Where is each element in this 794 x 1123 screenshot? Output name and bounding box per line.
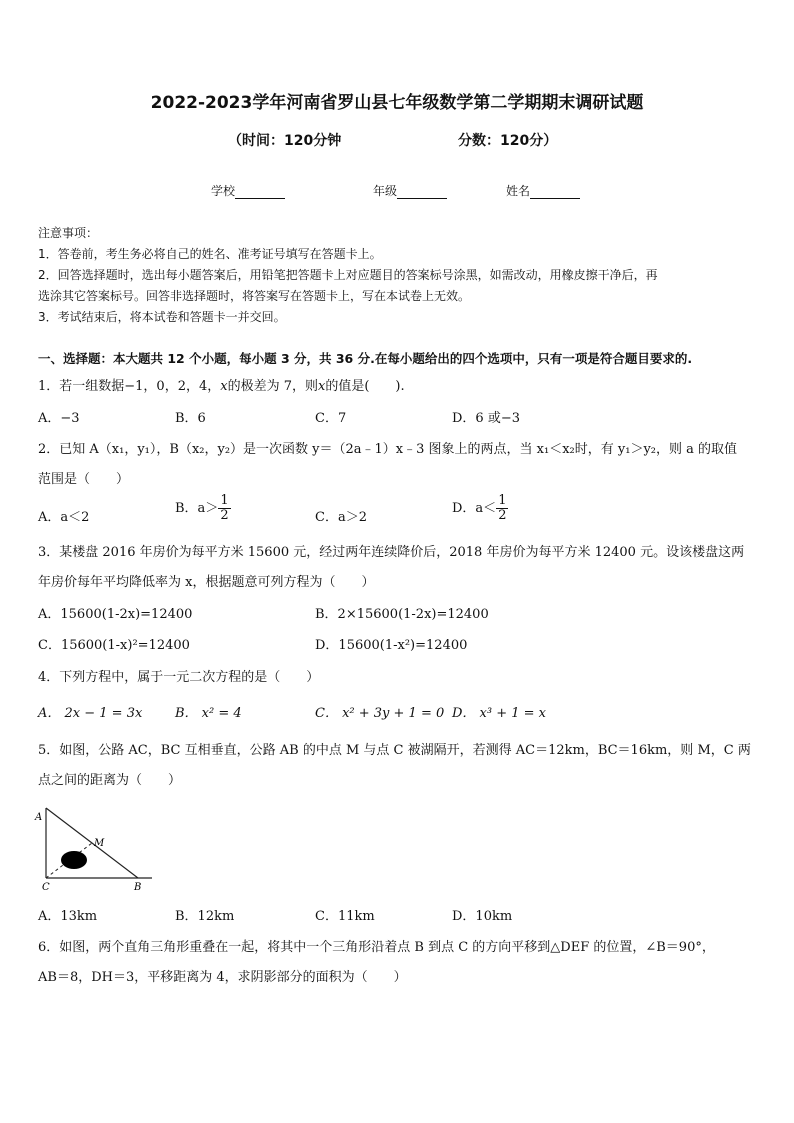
q1-option-a[interactable]: A．−3 bbox=[38, 411, 80, 426]
q2-option-d-prefix: D．a＜ bbox=[452, 501, 497, 516]
q4-option-d[interactable]: D． x³ + 1 = x bbox=[452, 706, 547, 721]
label-b: B bbox=[134, 882, 142, 893]
grade-field[interactable] bbox=[373, 182, 447, 199]
school-field[interactable] bbox=[211, 182, 285, 199]
q3-option-c[interactable]: C．15600(1-x)²=12400 bbox=[38, 638, 190, 653]
q3-option-b[interactable]: B．2×15600(1-2x)=12400 bbox=[315, 607, 489, 622]
fraction-denominator: 2 bbox=[220, 508, 229, 523]
q2-stem-line1: 2．已知 A（x₁，y₁），B（x₂，y₂）是一次函数 y＝（2a﹣1）x﹣3 图象上的两点，当 x₁＜x₂时，有 y₁＞y₂，则 a 的取值 bbox=[38, 442, 738, 457]
q5-stem-line1: 5．如图，公路 AC，BC 互相垂直，公路 AB 的中点 M 与点 C 被湖隔开，若测得 AC＝12km，BC＝16km，则 M，C 两 bbox=[38, 743, 751, 758]
q5-option-c[interactable]: C．11km bbox=[315, 909, 375, 924]
q2-option-d[interactable] bbox=[452, 494, 508, 523]
fraction-denominator: 2 bbox=[498, 508, 507, 523]
q1-stem-c: 的值是( ). bbox=[325, 379, 405, 394]
exam-title: 2022-2023学年河南省罗山县七年级数学第二学期期末调研试题 bbox=[150, 93, 644, 113]
q6-stem-line1: 6．如图，两个直角三角形重叠在一起，将其中一个三角形沿着点 B 到点 C 的方向平移到△DEF 的位置，∠B＝90°， bbox=[38, 940, 715, 955]
q4-option-a[interactable]: A． 2x − 1 = 3x bbox=[38, 706, 143, 721]
school-blank[interactable] bbox=[235, 186, 285, 199]
notice-item-2-cont: 选涂其它答案标号。回答非选择题时，将答案写在答题卡上，写在本试卷上无效。 bbox=[38, 289, 471, 303]
q1-option-b[interactable]: B．6 bbox=[175, 411, 206, 426]
section-heading: 一、选择题：本大题共 12 个小题，每小题 3 分，共 36 分.在每小题给出的四个选项中，只有一项是符合题目要求的. bbox=[38, 351, 693, 366]
q6-stem-line2: AB＝8，DH＝3，平移距离为 4，求阴影部分的面积为（ ） bbox=[38, 970, 407, 985]
lake-shape bbox=[61, 851, 87, 869]
q2-option-d-fraction bbox=[496, 494, 508, 523]
q5-figure bbox=[30, 800, 160, 895]
q1-option-d[interactable]: D．6 或−3 bbox=[452, 411, 520, 426]
q4-option-c[interactable]: C． x² + 3y + 1 = 0 bbox=[315, 706, 445, 721]
grade-label: 年级 bbox=[373, 184, 398, 198]
q2-option-c[interactable]: C．a＞2 bbox=[315, 510, 367, 525]
q2-option-b[interactable] bbox=[175, 494, 231, 523]
q1-var: x bbox=[220, 379, 228, 394]
q5-stem-line2: 点之间的距离为（ ） bbox=[38, 773, 182, 788]
q2-option-b-prefix: B．a＞ bbox=[175, 501, 219, 516]
q5-option-d[interactable]: D．10km bbox=[452, 909, 513, 924]
q2-option-b-fraction bbox=[218, 494, 230, 523]
label-c: C bbox=[42, 882, 50, 893]
q3-option-a[interactable]: A．15600(1-2x)=12400 bbox=[38, 607, 193, 622]
grade-blank[interactable] bbox=[397, 186, 447, 199]
exam-score: 分数：120分） bbox=[458, 133, 558, 149]
q4-stem: 4．下列方程中，属于一元二次方程的是（ ） bbox=[38, 670, 320, 685]
label-m: M bbox=[94, 838, 105, 849]
q2-stem-line2: 范围是（ ） bbox=[38, 472, 130, 487]
q3-stem-line2: 年房价每年平均降低率为 x，根据题意可列方程为（ ） bbox=[38, 575, 375, 590]
name-label: 姓名 bbox=[506, 184, 531, 198]
fraction-numerator: 1 bbox=[498, 493, 507, 508]
notice-heading: 注意事项： bbox=[38, 226, 99, 240]
fraction-numerator: 1 bbox=[220, 493, 229, 508]
q1-stem bbox=[38, 375, 405, 394]
label-a: A bbox=[35, 812, 43, 823]
q1-stem-b: 的极差为 7，则 bbox=[227, 379, 318, 394]
q2-option-a[interactable]: A．a＜2 bbox=[38, 510, 90, 525]
q3-stem-line1: 3．某楼盘 2016 年房价为每平方米 15600 元，经过两年连续降价后，2018 年房价为每平方米 12400 元。设该楼盘这两 bbox=[38, 545, 745, 560]
q4-option-b[interactable]: B． x² = 4 bbox=[175, 706, 242, 721]
q3-option-d[interactable]: D．15600(1-x²)=12400 bbox=[315, 638, 468, 653]
q1-option-c[interactable]: C．7 bbox=[315, 411, 347, 426]
notice-item-1: 1．答卷前，考生务必将自己的姓名、准考证号填写在答题卡上。 bbox=[38, 247, 382, 261]
school-label: 学校 bbox=[211, 184, 236, 198]
q1-stem-a: 1．若一组数据−1，0，2，4， bbox=[38, 379, 221, 394]
name-blank[interactable] bbox=[530, 186, 580, 199]
notice-item-2: 2．回答选择题时，选出每小题答案后，用铅笔把答题卡上对应题目的答案标号涂黑，如需改动，用橡皮擦干净后，再 bbox=[38, 268, 658, 282]
q5-option-b[interactable]: B．12km bbox=[175, 909, 235, 924]
q5-option-a[interactable]: A．13km bbox=[38, 909, 98, 924]
notice-item-3: 3．考试结束后，将本试卷和答题卡一并交回。 bbox=[38, 310, 286, 324]
exam-time: （时间：120分钟 bbox=[228, 133, 342, 149]
q1-var-2: x bbox=[318, 379, 326, 394]
name-field[interactable] bbox=[506, 182, 580, 199]
